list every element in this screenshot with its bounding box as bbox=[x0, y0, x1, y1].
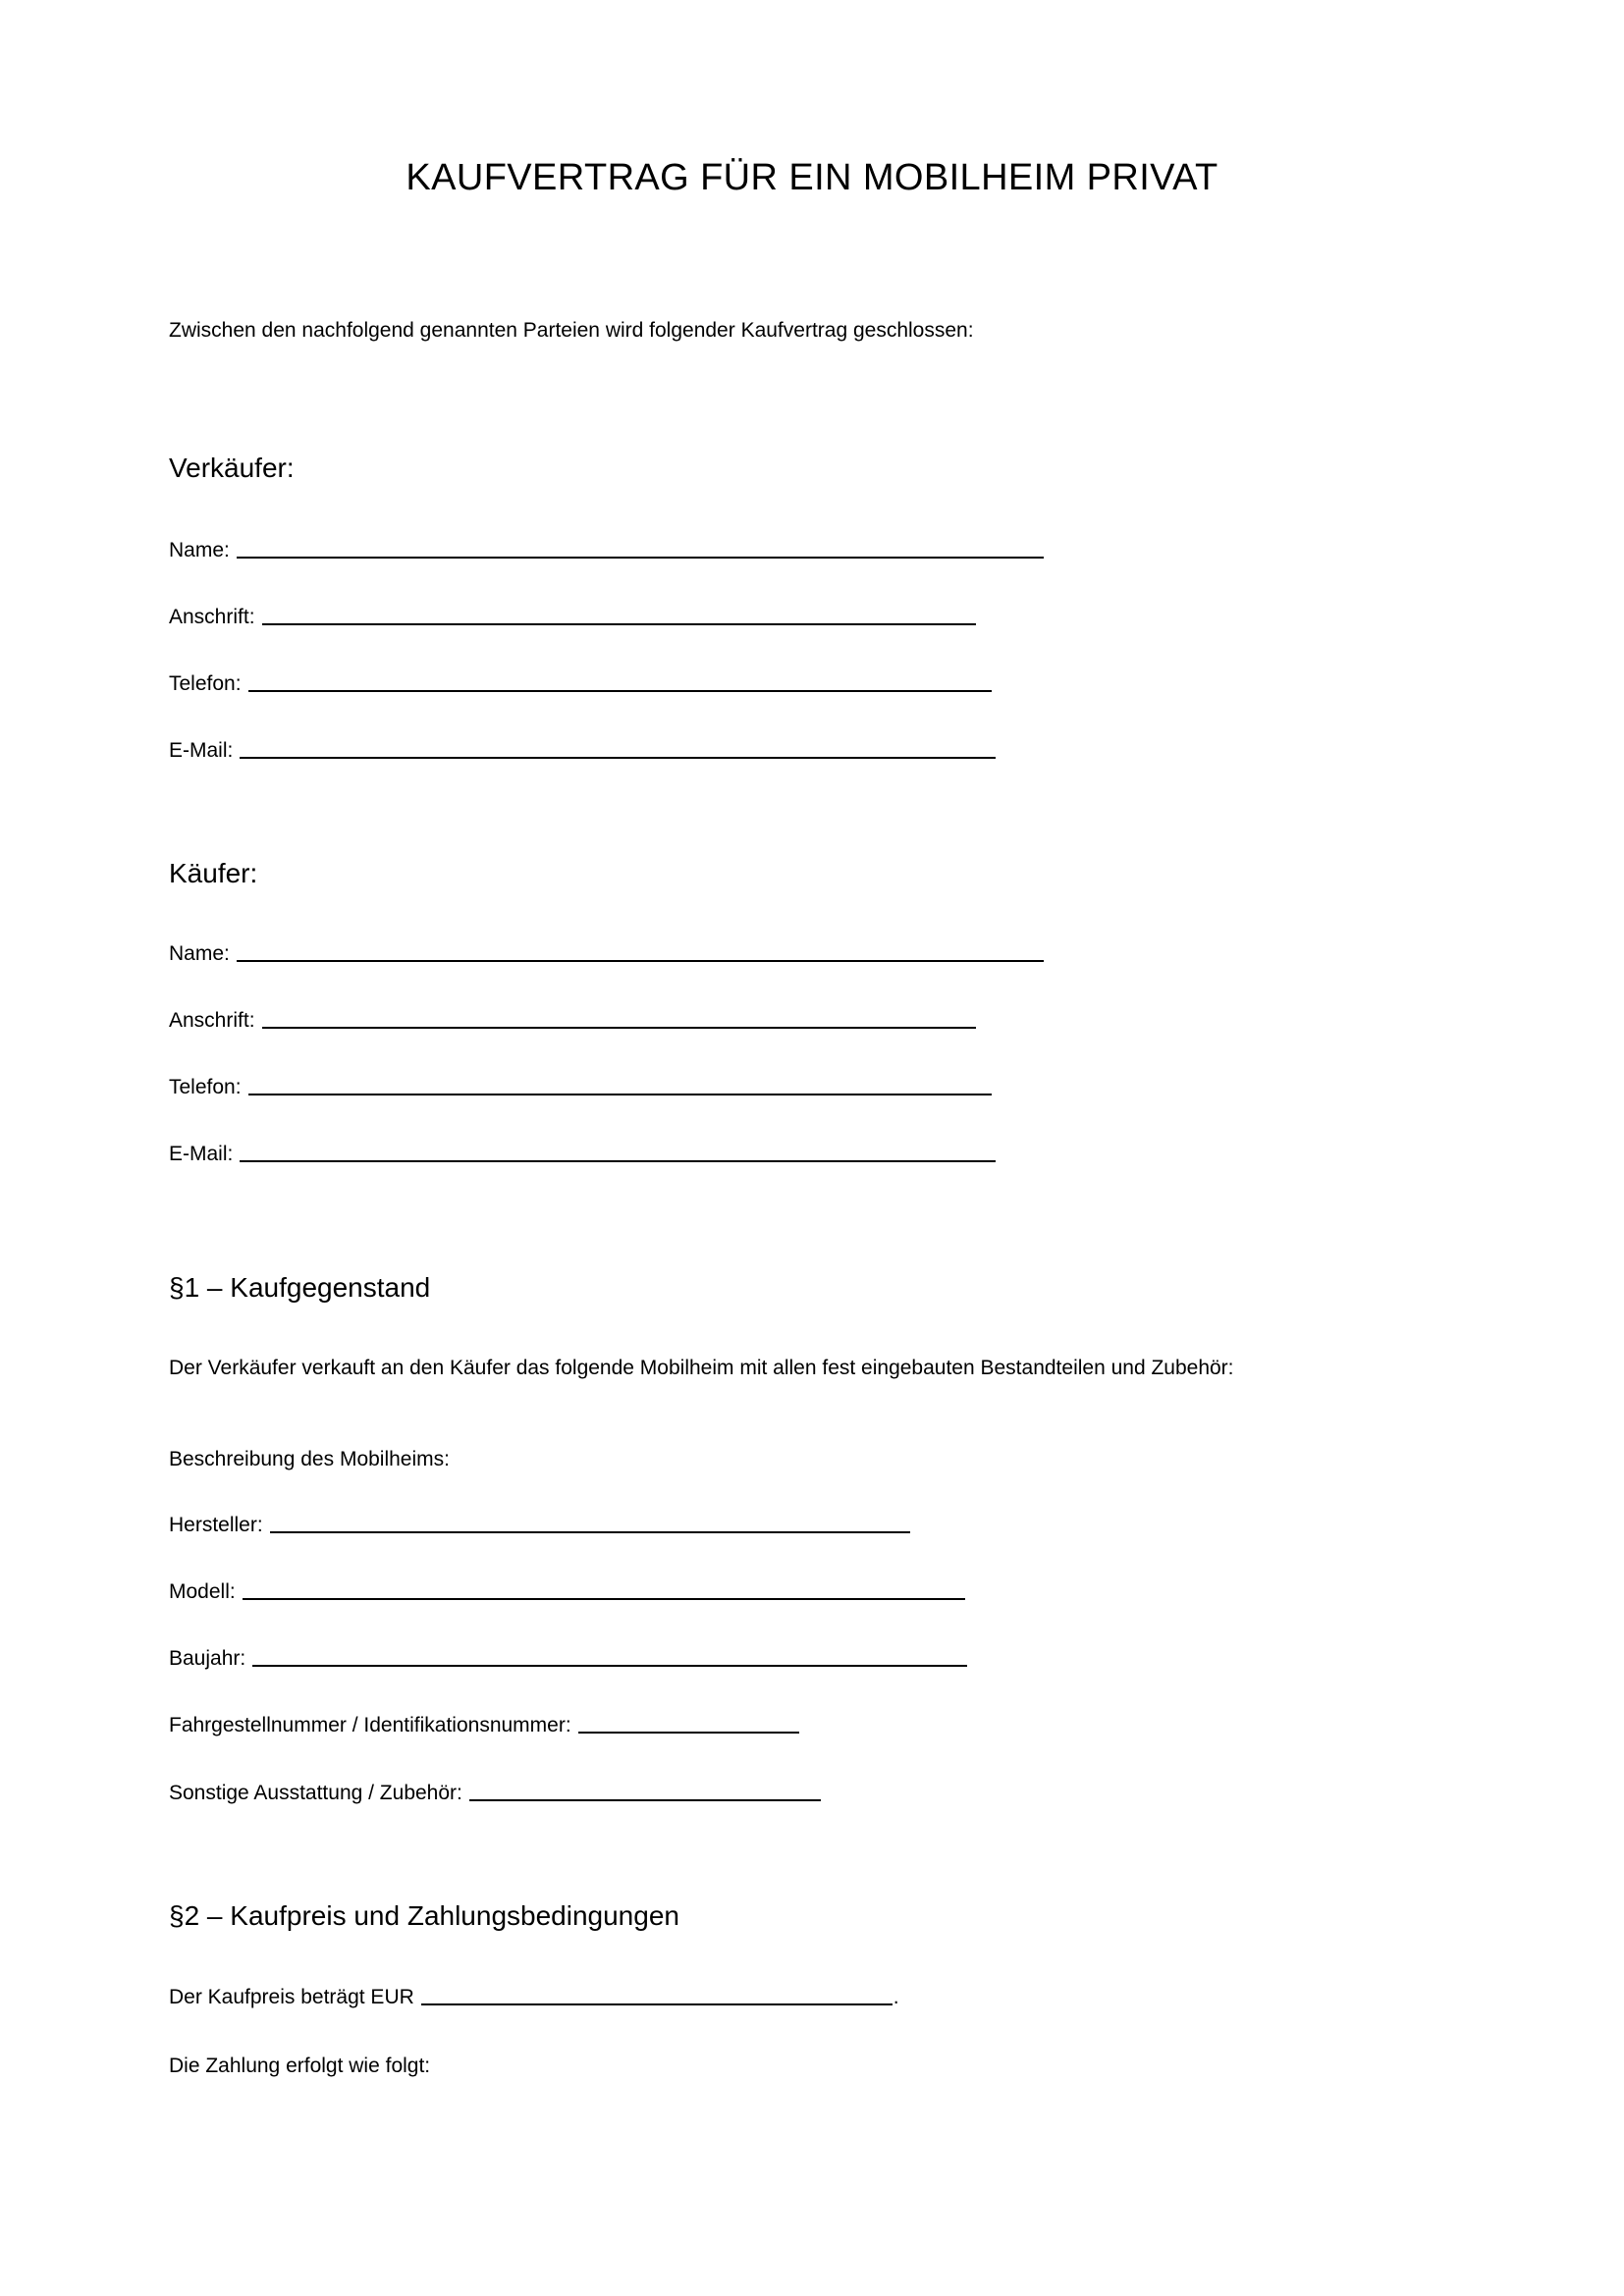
model-input-rule[interactable] bbox=[243, 1598, 965, 1600]
buyer-email-input-rule[interactable] bbox=[240, 1160, 996, 1162]
seller-email-label: E-Mail: bbox=[169, 739, 234, 762]
seller-email-field[interactable] bbox=[169, 737, 996, 764]
manufacturer-field[interactable] bbox=[169, 1512, 910, 1538]
buyer-heading: Käufer: bbox=[169, 858, 258, 888]
seller-name-field[interactable] bbox=[169, 537, 1044, 563]
buyer-email-label: E-Mail: bbox=[169, 1143, 234, 1165]
buyer-email-field[interactable] bbox=[169, 1141, 996, 1167]
chassis-number-field[interactable] bbox=[169, 1712, 799, 1738]
model-field[interactable] bbox=[169, 1578, 965, 1605]
manufacturer-input-rule[interactable] bbox=[270, 1531, 910, 1533]
manufacturer-label: Hersteller: bbox=[169, 1514, 263, 1536]
seller-phone-input-rule[interactable] bbox=[248, 690, 992, 692]
buyer-address-input-rule[interactable] bbox=[262, 1027, 976, 1029]
seller-name-input-rule[interactable] bbox=[237, 557, 1044, 559]
seller-address-label: Anschrift: bbox=[169, 606, 255, 628]
seller-phone-field[interactable] bbox=[169, 670, 992, 697]
seller-address-input-rule[interactable] bbox=[262, 623, 976, 625]
additional-equipment-label: Sonstige Ausstattung / Zubehör: bbox=[169, 1782, 462, 1804]
buyer-phone-label: Telefon: bbox=[169, 1076, 242, 1098]
buyer-address-field[interactable] bbox=[169, 1007, 976, 1034]
year-of-construction-label: Baujahr: bbox=[169, 1647, 246, 1670]
additional-equipment-input-rule[interactable] bbox=[469, 1799, 821, 1801]
buyer-name-label: Name: bbox=[169, 942, 230, 965]
chassis-number-label: Fahrgestellnummer / Identifikationsnummer: bbox=[169, 1714, 571, 1736]
paragraph1-heading: §1 – Kaufgegenstand bbox=[169, 1272, 431, 1303]
purchase-price-period: . bbox=[893, 1986, 899, 2008]
paragraph2-heading: §2 – Kaufpreis und Zahlungsbedingungen bbox=[169, 1900, 679, 1931]
buyer-phone-input-rule[interactable] bbox=[248, 1094, 992, 1095]
additional-equipment-field[interactable] bbox=[169, 1780, 821, 1806]
year-of-construction-field[interactable] bbox=[169, 1645, 967, 1672]
page-title: KAUFVERTRAG FÜR EIN MOBILHEIM PRIVAT bbox=[406, 157, 1218, 198]
model-label: Modell: bbox=[169, 1580, 236, 1603]
purchase-price-label: Der Kaufpreis beträgt EUR bbox=[169, 1986, 414, 2008]
buyer-name-input-rule[interactable] bbox=[237, 960, 1044, 962]
buyer-address-label: Anschrift: bbox=[169, 1009, 255, 1032]
seller-heading: Verkäufer: bbox=[169, 453, 295, 483]
buyer-phone-field[interactable] bbox=[169, 1074, 992, 1100]
purchase-price-input-rule[interactable] bbox=[421, 2003, 893, 2005]
mobilheim-description-subheading: Beschreibung des Mobilheims: bbox=[169, 1448, 450, 1470]
seller-email-input-rule[interactable] bbox=[240, 757, 996, 759]
intro-paragraph: Zwischen den nachfolgend genannten Parteien wird folgender Kaufvertrag geschlossen: bbox=[169, 319, 974, 342]
purchase-price-field[interactable] bbox=[169, 1984, 899, 2010]
seller-phone-label: Telefon: bbox=[169, 672, 242, 695]
chassis-number-input-rule[interactable] bbox=[578, 1732, 799, 1734]
paragraph1-body: Der Verkäufer verkauft an den Käufer das folgende Mobilheim mit allen fest eingebauten Bestandteilen und Zubehör: bbox=[169, 1357, 1234, 1379]
year-of-construction-input-rule[interactable] bbox=[252, 1665, 967, 1667]
seller-address-field[interactable] bbox=[169, 604, 976, 630]
payment-terms-label: Die Zahlung erfolgt wie folgt: bbox=[169, 2055, 431, 2077]
buyer-name-field[interactable] bbox=[169, 940, 1044, 967]
seller-name-label: Name: bbox=[169, 539, 230, 561]
